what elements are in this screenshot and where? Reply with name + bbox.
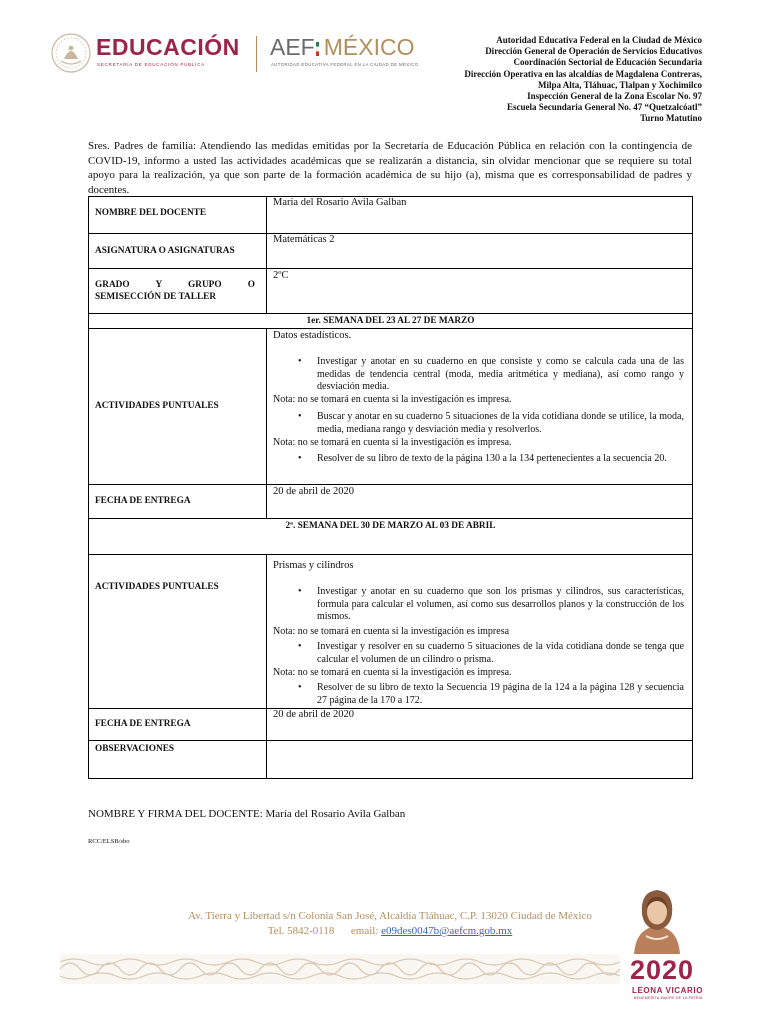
subject-value: Matemáticas 2	[273, 234, 335, 245]
week1-note-2: Nota: no se tomará en cuenta si la investigación es impresa.	[273, 437, 512, 448]
address-block	[150, 909, 630, 939]
bullet-icon: •	[298, 682, 302, 693]
aef-logo-title	[270, 34, 414, 60]
intro-paragraph: Sres. Padres de familia: Atendiendo las medidas emitidas por la Secretaría de Educación Pública en relación con la contingencia de COVID-19, informo a usted las actividades académicas que se realizarán a distancia, sin olvidar mencionar que se requiere su total apoyo para la realización, ya que son parte de la formación académica de su hijo (a), misma que es corresponsabilidad de padres y docentes.	[88, 140, 692, 196]
edu-logo-subtitle: SECRETARÍA DE EDUCACIÓN PÚBLICA	[97, 62, 205, 67]
institution-line: Coordinación Sectorial de Educación Secundaria	[513, 57, 702, 68]
leona-vicario-subtitle: BENEMÉRITA MADRE DE LA PATRIA	[634, 996, 703, 1000]
week2-due-value: 20 de abril de 2020	[273, 709, 355, 720]
week1-topic: Datos estadísticos.	[273, 330, 352, 341]
email-link[interactable]: e09des0047b@aefcm.gob.mx	[381, 925, 513, 937]
institution-line: Dirección Operativa en las alcaldías de Magdalena Contreras,	[464, 68, 702, 79]
decorative-greca-band	[60, 954, 620, 984]
flag-stripe-icon	[316, 42, 319, 56]
week2-topic: Prismas y cilindros	[273, 560, 354, 571]
aef-logo-mexico: MÉXICO	[323, 34, 415, 60]
week2-bullet-1: Investigar y anotar en su cuaderno que son los prismas y cilindros, sus características, formula para calcular el volumen, así como sus desarrollos planos y la construcción de los mismos.	[317, 586, 684, 623]
address-line: Av. Tierra y Libertad s/n Colonia San José, Alcaldía Tláhuac, C.P. 13020 Ciudad de México	[188, 910, 592, 922]
teacher-name-value: María del Rosario Avila Galban	[273, 197, 407, 208]
teacher-signature-line: NOMBRE Y FIRMA DEL DOCENTE: María del Rosario Avila Galban	[88, 808, 406, 820]
week1-title: 1er. SEMANA DEL 23 AL 27 DE MARZO	[306, 316, 475, 326]
week1-bullet-2: Buscar y anotar en su cuaderno 5 situaciones de la vida cotidiana donde se utilice, la moda, media, mediana rango y desviación media y resolverlos.	[317, 411, 684, 435]
week1-due-value: 20 de abril de 2020	[273, 486, 355, 497]
institution-line: Autoridad Educativa Federal en la Ciudad de México	[496, 35, 702, 45]
logo-divider	[256, 36, 257, 72]
week2-activities-label: ACTIVIDADES PUNTUALES	[95, 582, 219, 592]
reference-initials: RCC/ELSB/sbo	[88, 838, 130, 845]
activities-table	[88, 196, 693, 779]
leona-vicario-title: LEONA VICARIO	[632, 986, 704, 995]
grade-group-value: 2ºC	[273, 270, 289, 281]
institution-line: Milpa Alta, Tláhuac, Tlalpan y Xochimilco	[538, 79, 702, 90]
week2-bullet-3: Resolver de su libro de texto la Secuencia 19 página de la 124 a la página 128 y secuencia 27 página de la 170 a 172.	[317, 682, 684, 706]
week1-note-1: Nota: no se tomará en cuenta si la investigación es impresa.	[273, 394, 512, 405]
week2-note-2: Nota: no se tomará en cuenta si la investigación es impresa.	[273, 667, 512, 678]
teacher-name-label: NOMBRE DEL DOCENTE	[95, 208, 207, 218]
contact-line	[150, 924, 630, 939]
institution-block	[464, 35, 702, 125]
week1-activities-label: ACTIVIDADES PUNTUALES	[95, 401, 219, 411]
year-2020-logo: 2020	[630, 955, 695, 985]
phone-text: Tel. 5842-0118	[267, 925, 335, 937]
institution-line: Inspección General de la Zona Escolar No. 97	[527, 91, 702, 102]
grade-group-label-line2: SEMISECCIÓN DE TALLER	[95, 292, 217, 302]
national-seal-icon	[50, 32, 92, 74]
bullet-icon: •	[298, 586, 302, 597]
week1-bullet-3: Resolver de su libro de texto de la página 130 a la 134 pertenecientes a la secuencia 20.	[317, 453, 667, 464]
week2-bullet-2: Investigar y resolver en su cuaderno 5 situaciones de la vida cotidiana donde se tenga que calcular el volumen de un cilindro o prisma.	[317, 641, 684, 665]
week2-title: 2ª. SEMANA DEL 30 DE MARZO AL 03 DE ABRIL	[285, 521, 496, 531]
leona-vicario-portrait-icon	[626, 884, 688, 956]
bullet-icon: •	[298, 453, 302, 464]
grade-group-label-line1: GRADO Y GRUPO O	[95, 280, 255, 290]
edu-logo-title: EDUCACIÓN	[96, 34, 240, 60]
aef-logo-subtitle: AUTORIDAD EDUCATIVA FEDERAL EN LA CIUDAD DE MÉXICO	[271, 62, 419, 67]
institution-line: Turno Matutino	[640, 113, 702, 124]
bullet-icon: •	[298, 641, 302, 652]
email-label: email:	[350, 925, 379, 937]
bullet-icon: •	[298, 411, 302, 422]
aef-logo-acronym: AEF	[270, 34, 315, 60]
week1-bullet-1: Investigar y anotar en su cuaderno en que consiste y como se calcula cada una de las medidas de tendencia central (moda, media aritmética y mediana), así como rango y desviación media.	[317, 356, 684, 393]
institution-line: Escuela Secundaria General No. 47 “Quetzalcóatl”	[507, 102, 702, 113]
subject-label: ASIGNATURA O ASIGNATURAS	[95, 246, 235, 256]
institution-line: Dirección General de Operación de Servicios Educativos	[485, 46, 702, 57]
observations-label: OBSERVACIONES	[95, 744, 175, 754]
bullet-icon: •	[298, 356, 302, 367]
week2-due-label: FECHA DE ENTREGA	[95, 719, 191, 729]
week1-due-label: FECHA DE ENTREGA	[95, 496, 191, 506]
week2-note-1: Nota: no se tomará en cuenta si la investigación es impresa	[273, 626, 510, 637]
